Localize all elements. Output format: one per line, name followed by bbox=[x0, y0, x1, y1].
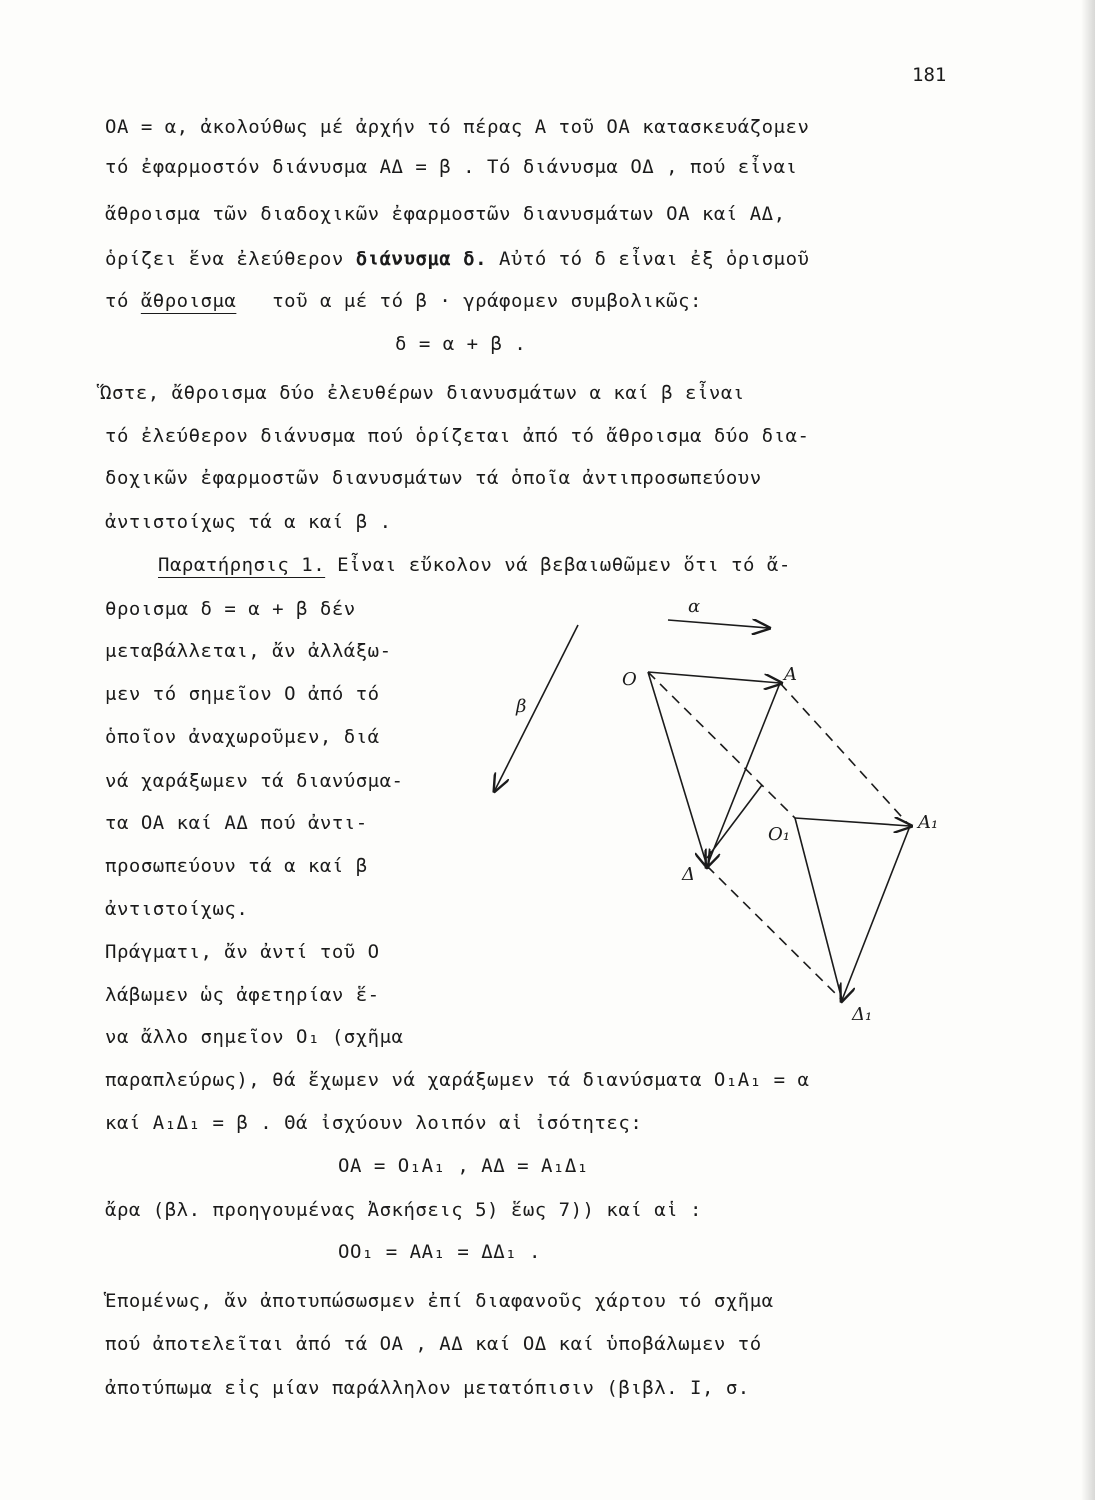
text-line-25: ἄρα (βλ. προηγουμένας Ἀσκήσεις 5) ἕως 7)) καί αἱ : bbox=[105, 1199, 702, 1221]
equation-sum: δ = α + β . bbox=[395, 333, 527, 355]
translation-DD1 bbox=[707, 866, 842, 1000]
text-line-10: ἀντιστοίχως τά α καί β . bbox=[105, 511, 392, 533]
text-line-5-rest: τοῦ α μέ τό β · γράφομεν συμβολικῶς: bbox=[272, 290, 702, 312]
left-col-line-5: νά χαράξωμεν τά διανύσμα- bbox=[105, 770, 404, 792]
equation-equalities: ΟΑ = Ο₁Α₁ , ΑΔ = Α₁Δ₁ bbox=[338, 1155, 589, 1177]
label-A1: Α₁ bbox=[918, 812, 939, 833]
text-line-4-rest: Αὐτό τό δ εἶναι ἐξ ὁρισμοῦ bbox=[499, 248, 810, 270]
equation-translation: ΟΟ₁ = ΑΑ₁ = ΔΔ₁ . bbox=[338, 1241, 541, 1263]
left-col-line-9: Πράγματι, ἄν ἀντί τοῦ Ο bbox=[105, 941, 380, 963]
label-alpha: α bbox=[688, 596, 701, 617]
label-A: Α bbox=[784, 664, 797, 685]
label-O1: Ο₁ bbox=[768, 824, 790, 845]
text-line-1: ΟΑ = α, ἀκολούθως μέ ἀρχήν τό πέρας Α τοῦ ΟΑ κατασκευάζομεν bbox=[105, 116, 810, 138]
vector-alpha-free bbox=[668, 620, 768, 628]
left-col-line-11: να ἄλλο σημεῖον Ο₁ (σχῆμα bbox=[105, 1026, 404, 1048]
left-col-line-7: προσωπεύουν τά α καί β bbox=[105, 855, 368, 877]
vector-beta-free bbox=[495, 625, 578, 790]
label-O: Ο bbox=[622, 669, 637, 690]
text-line-23: καί Α₁Δ₁ = β . Θά ἰσχύουν λοιπόν αἱ ἰσότητες: bbox=[105, 1112, 643, 1134]
text-line-8: τό ἐλεύθερον διάνυσμα πού ὁρίζεται ἀπό τό ἄθροισμα δύο δια- bbox=[105, 425, 810, 447]
text-line-27: Ἑπομένως, ἄν ἀποτυπώσωσμεν ἐπί διαφανοῦς χάρτου τό σχῆμα bbox=[105, 1290, 774, 1312]
translation-AA1 bbox=[780, 683, 910, 826]
left-col-line-1: θροισμα δ = α + β δέν bbox=[105, 598, 356, 620]
label-D: Δ bbox=[682, 864, 695, 885]
label-D1: Δ₁ bbox=[852, 1004, 873, 1025]
left-col-line-6: τα ΟΑ καί ΑΔ πού ἀντι- bbox=[105, 812, 368, 834]
bold-term: διάνυσμα δ. bbox=[355, 248, 488, 270]
left-col-line-10: λάβωμεν ὡς ἀφετηρίαν ἕ- bbox=[105, 984, 380, 1006]
page-number: 181 bbox=[912, 64, 947, 86]
text-line-22: παραπλεύρως), θά ἔχωμεν νά χαράξωμεν τά διανύσματα Ο₁Α₁ = α bbox=[105, 1069, 810, 1091]
text-line-29: ἀποτύπωμα εἰς μίαν παράλληλον μετατόπισιν (βιβλ. Ι, σ. bbox=[105, 1377, 750, 1399]
text-line-7: Ὥστε, ἄθροισμα δύο ἐλευθέρων διανυσμάτων α καί β εἶναι bbox=[100, 382, 745, 404]
underlined-term: ἄθροισμα bbox=[140, 290, 237, 312]
remark-label: Παρατήρησις 1. bbox=[158, 554, 326, 576]
text-line-2: τό ἐφαρμοστόν διάνυσμα ΑΔ = β . Τό διάνυσμα ΟΔ , πού εἶναι bbox=[105, 156, 798, 178]
left-col-line-4: ὁποῖον ἀναχωροῦμεν, διά bbox=[105, 726, 380, 748]
vector-O1A1 bbox=[795, 818, 910, 826]
text-line-28: πού ἀποτελεῖται ἀπό τά ΟΑ , ΑΔ καί ΟΔ καί ὑποβάλωμεν τό bbox=[105, 1333, 762, 1355]
left-col-line-3: μεν τό σημεῖον Ο ἀπό τό bbox=[105, 683, 380, 705]
text-line-5-start: τό bbox=[105, 290, 129, 312]
remark-rest: Εἶναι εὔκολον νά βεβαιωθῶμεν ὅτι τό ἄ- bbox=[337, 554, 791, 576]
left-col-line-8: ἀντιστοίχως. bbox=[105, 898, 249, 920]
left-col-line-2: μεταβάλλεται, ἄν ἀλλάξω- bbox=[105, 640, 392, 662]
vector-OA bbox=[648, 672, 780, 683]
text-line-9: δοχικῶν ἐφαρμοστῶν διανυσμάτων τά ὁποῖα ἀντιπροσωπεύουν bbox=[105, 467, 762, 489]
vector-A1D1 bbox=[842, 826, 910, 1000]
label-beta: β bbox=[516, 696, 527, 717]
text-line-3: ἄθροισμα τῶν διαδοχικῶν ἐφαρμοστῶν διανυσμάτων ΟΑ καί ΑΔ, bbox=[105, 203, 786, 225]
text-line-4-start: ὁρίζει ἕνα ἐλεύθερον bbox=[105, 248, 344, 270]
vector-O1D1 bbox=[795, 818, 842, 1000]
